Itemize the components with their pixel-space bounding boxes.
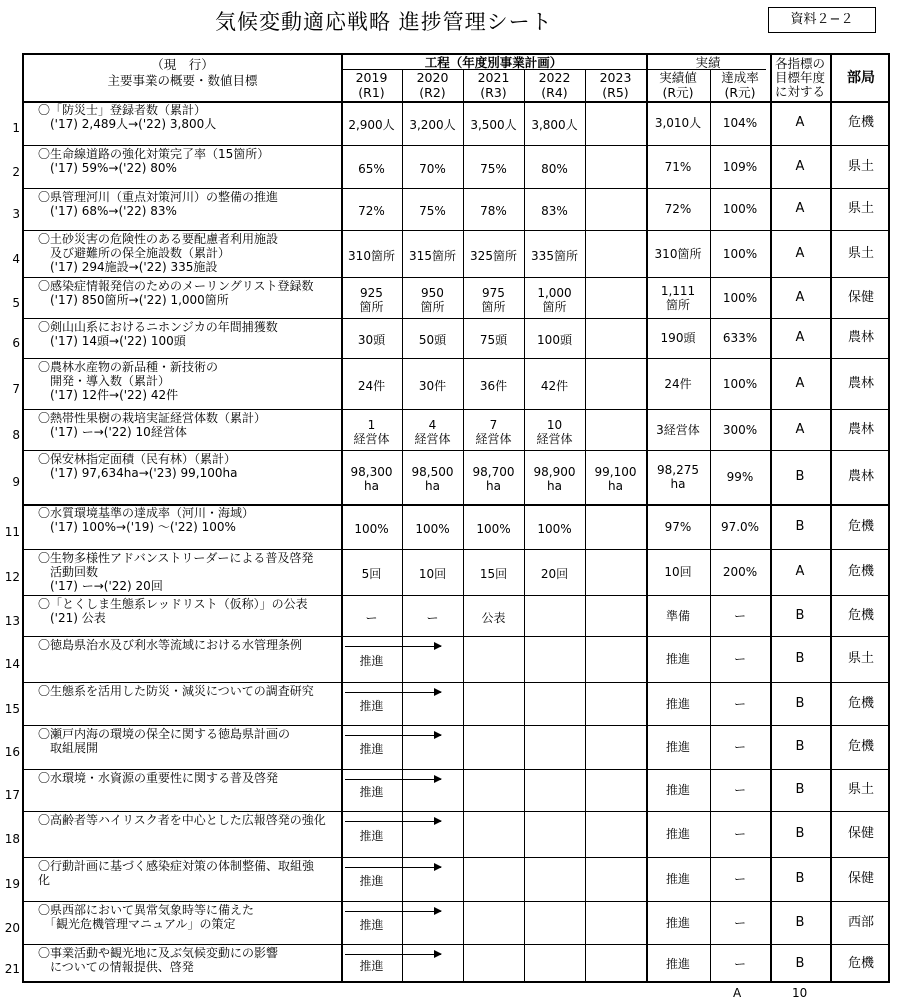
achievement-rate: 300%	[722, 422, 758, 437]
evaluation-grade: B	[795, 469, 805, 484]
plan-cell: 925 箇所	[359, 285, 384, 314]
evaluation-grade: B	[795, 607, 805, 623]
schedule-arrow	[345, 735, 441, 736]
schedule-arrow	[345, 692, 441, 693]
plan-cell: 100%	[354, 521, 389, 536]
row-number: 6	[12, 336, 20, 350]
header-target-top: （現 行）	[151, 56, 214, 72]
evaluation-grade: A	[795, 158, 805, 174]
row-number: 17	[4, 788, 20, 802]
plan-cell: ー	[365, 610, 378, 625]
plan-cell: 推進	[359, 698, 384, 713]
department: 農林	[847, 330, 874, 345]
department: 西部	[847, 914, 874, 930]
plan-cell	[585, 192, 646, 230]
row-description: 〇行動計画に基づく感染症対策の体制整備、取組強 化	[38, 859, 315, 887]
department: 農林	[847, 421, 874, 437]
header-reiwa-2022: (R4)	[541, 85, 568, 100]
achievement-rate: ー	[733, 740, 746, 754]
plan-cell: 65%	[358, 161, 385, 176]
achievement-rate: ー	[733, 696, 746, 711]
plan-cell: 335箇所	[531, 248, 578, 263]
plan-cell: 98,700 ha	[472, 465, 515, 493]
row-description: 〇生命線道路の強化対策完了率（15箇所） ('17) 59%→('22) 80%	[38, 147, 270, 175]
row-description: 〇瀬戸内海の環境の保全に関する徳島県計画の 取組展開	[38, 727, 291, 755]
row-description: 〇「防災士」登録者数（累計） ('17) 2,489人→('22) 3,800人	[38, 103, 217, 131]
achievement-rate: 97.0%	[720, 519, 760, 534]
plan-cell	[524, 861, 585, 901]
document-reference: 資料２−２	[768, 7, 876, 33]
actual-value: 推進	[665, 652, 690, 666]
row-description: 〇「とくしま生態系レッドリスト（仮称）」の公表 ('21) 公表	[38, 597, 308, 625]
plan-cell	[585, 553, 646, 595]
actual-value: 24件	[664, 376, 692, 391]
header-reiwa-2019: (R1)	[358, 85, 385, 100]
plan-cell: 2,900人	[348, 118, 395, 132]
plan-cell: 推進	[359, 654, 384, 668]
plan-cell	[524, 640, 585, 682]
schedule-arrow	[345, 867, 441, 868]
plan-cell	[585, 362, 646, 409]
row-number: 1	[12, 121, 20, 135]
actual-value: 推進	[665, 827, 690, 841]
row-description: 〇水環境・水資源の重要性に関する普及啓発	[38, 771, 279, 785]
row-description: 〇感染症情報発信のためのメーリングリスト登録数 ('17) 850箇所→('22) 1,000箇所	[38, 279, 314, 307]
plan-cell	[463, 729, 524, 769]
footer-a-count: 10	[792, 986, 808, 1000]
plan-cell: 98,500 ha	[411, 465, 454, 493]
plan-cell: 950 箇所	[420, 285, 445, 314]
achievement-rate: ー	[733, 652, 746, 666]
plan-cell	[585, 815, 646, 857]
evaluation-grade: B	[795, 651, 805, 666]
achievement-rate: 200%	[722, 565, 758, 579]
plan-cell	[524, 815, 585, 857]
plan-cell	[524, 729, 585, 769]
row-description: 〇水質環境基準の達成率（河川・海域） ('17) 100%→('19) 〜('22) 100%	[38, 506, 255, 534]
header-year-2019: 2019	[355, 70, 388, 85]
row-number: 20	[4, 920, 20, 935]
plan-cell	[585, 640, 646, 682]
header-actual: 実績値 (R元)	[659, 70, 697, 100]
plan-cell	[463, 686, 524, 725]
actual-value: 準備	[665, 608, 690, 623]
evaluation-grade: A	[795, 564, 805, 579]
plan-cell	[585, 149, 646, 188]
plan-cell: 3,800人	[531, 118, 578, 132]
row-description: 〇農林水産物の新品種・新技術の 開発・導入数（累計） ('17) 12件→('22) 42件	[38, 360, 219, 402]
plan-cell	[524, 686, 585, 725]
plan-cell	[585, 773, 646, 811]
evaluation-grade: A	[795, 330, 805, 345]
plan-cell: 1,000 箇所	[537, 285, 572, 314]
plan-cell	[585, 105, 646, 145]
achievement-rate: ー	[733, 608, 746, 623]
department: 危機	[847, 695, 874, 711]
plan-cell: 20回	[540, 567, 569, 581]
actual-value: 190頭	[660, 331, 696, 345]
row-number: 2	[12, 164, 20, 179]
plan-cell: 3,200人	[409, 118, 456, 132]
department: 危機	[847, 564, 874, 579]
plan-cell	[585, 281, 646, 318]
row-number: 13	[4, 613, 20, 628]
evaluation-grade: A	[795, 289, 805, 305]
plan-cell: 98,900 ha	[533, 465, 576, 493]
actual-value: 71%	[664, 159, 692, 174]
plan-cell: 36件	[479, 378, 508, 393]
evaluation-grade: B	[795, 739, 805, 754]
row-number: 4	[12, 251, 20, 266]
row-description: 〇事業活動や観光地に及ぶ気候変動にの影響 についての情報提供、啓発	[38, 946, 279, 974]
department: 農林	[847, 469, 874, 484]
plan-cell: 24件	[357, 378, 386, 393]
row-description: 〇高齢者等ハイリスク者を中心とした広報啓発の強化	[38, 813, 326, 827]
department: 県土	[847, 158, 874, 174]
row-description: 〇県管理河川（重点対策河川）の整備の推進 ('17) 68%→('22) 83%	[38, 190, 279, 218]
plan-cell: 83%	[541, 204, 568, 218]
plan-cell: ー	[426, 610, 439, 625]
evaluation-grade: B	[795, 518, 805, 534]
plan-cell: 72%	[358, 204, 385, 218]
achievement-rate: 633%	[722, 331, 758, 345]
plan-cell: 75頭	[479, 333, 508, 347]
row-description: 〇土砂災害の危険性のある要配慮者利用施設 及び避難所の保全施設数（累計） ('17) 294施設→('22) 335施設	[38, 232, 279, 274]
department: 危機	[847, 607, 874, 623]
plan-cell	[463, 640, 524, 682]
plan-cell: 10回	[418, 567, 447, 581]
row-description: 〇熱帯性果樹の栽培実証経営体数（累計） ('17) ー→('22) 10経営体	[38, 411, 267, 439]
header-year-2023: 2023	[599, 70, 632, 85]
evaluation-grade: A	[795, 245, 805, 261]
header-schedule: 工程（年度別事業計画）	[424, 54, 563, 70]
plan-cell: 100%	[537, 521, 572, 536]
row-number: 11	[4, 524, 20, 539]
plan-cell: 4 経営体	[414, 417, 451, 446]
department: 危機	[847, 739, 874, 754]
plan-cell	[524, 948, 585, 983]
evaluation-grade: B	[795, 782, 805, 797]
plan-cell	[463, 948, 524, 983]
department: 保健	[847, 826, 874, 841]
plan-cell	[585, 948, 646, 983]
row-description: 〇県西部において異常気象時等に備えた 「観光危機管理マニュアル」の策定	[38, 903, 255, 931]
footer-a-label: A	[733, 986, 742, 1000]
achievement-rate: 99%	[726, 470, 754, 484]
row-number: 15	[4, 701, 20, 716]
department: 県土	[847, 782, 874, 797]
plan-cell: 75%	[419, 204, 446, 218]
plan-cell	[585, 234, 646, 277]
plan-cell: 3,500人	[470, 118, 517, 132]
plan-cell: 78%	[480, 204, 507, 218]
plan-cell: 99,100 ha	[594, 465, 637, 493]
actual-value: 3経営体	[656, 422, 700, 437]
plan-cell: 30頭	[357, 333, 386, 347]
actual-value: 98,275 ha	[657, 463, 699, 491]
department: 農林	[847, 375, 874, 391]
plan-cell: 98,300 ha	[350, 465, 393, 493]
actual-value: 97%	[664, 519, 692, 534]
page-title: 気候変動適応戦略 進捗管理シート	[215, 10, 553, 34]
plan-cell	[524, 773, 585, 811]
plan-cell: 7 経営体	[475, 417, 512, 446]
plan-cell: 推進	[359, 917, 384, 932]
department: 危機	[847, 955, 874, 971]
evaluation-grade: A	[795, 201, 805, 216]
department: 危機	[847, 115, 874, 130]
row-number: 5	[12, 295, 20, 310]
actual-value: 推進	[665, 783, 690, 797]
actual-value: 1,111 箇所	[660, 283, 696, 312]
achievement-rate: 100%	[722, 290, 758, 305]
plan-cell: 5回	[361, 567, 382, 581]
achievement-rate: ー	[733, 872, 746, 886]
achievement-rate: ー	[733, 915, 746, 930]
evaluation-grade: A	[795, 375, 805, 391]
header-reiwa-2021: (R3)	[480, 85, 507, 100]
department: 県土	[847, 201, 874, 216]
plan-cell	[585, 729, 646, 769]
plan-cell	[524, 905, 585, 944]
plan-cell: 10 経営体	[536, 417, 573, 446]
plan-cell: 42件	[540, 378, 569, 393]
schedule-arrow	[345, 821, 441, 822]
schedule-arrow	[345, 911, 441, 912]
row-number: 16	[4, 745, 20, 759]
actual-value: 10回	[664, 565, 692, 579]
plan-cell: 1 経営体	[353, 417, 390, 446]
plan-cell	[585, 861, 646, 901]
evaluation-grade: B	[795, 955, 805, 971]
header-reiwa-2020: (R2)	[419, 85, 446, 100]
actual-value: 推進	[665, 915, 690, 930]
row-number: 7	[12, 381, 20, 396]
header-dept: 部局	[847, 69, 875, 86]
plan-cell: 100%	[476, 521, 511, 536]
plan-cell: 30件	[418, 378, 447, 393]
header-results: 実績	[695, 54, 721, 70]
header-year-2021: 2021	[477, 70, 510, 85]
header-year-2022: 2022	[538, 70, 571, 85]
evaluation-grade: A	[795, 115, 805, 130]
achievement-rate: 100%	[722, 376, 758, 391]
header-target-bottom: 主要事業の概要・数値目標	[107, 72, 258, 88]
plan-cell: 70%	[419, 161, 446, 176]
plan-cell: 975 箇所	[481, 285, 506, 314]
achievement-rate: ー	[733, 827, 746, 841]
plan-cell	[585, 322, 646, 358]
progress-table	[4, 53, 890, 983]
plan-cell: 推進	[359, 958, 384, 973]
plan-cell	[585, 508, 646, 549]
plan-cell: 50頭	[418, 333, 447, 347]
plan-cell: 315箇所	[409, 248, 456, 263]
schedule-arrow	[345, 779, 441, 780]
plan-cell	[524, 599, 585, 636]
header-year-2020: 2020	[416, 70, 449, 85]
row-number: 18	[4, 832, 20, 846]
plan-cell: 推進	[359, 874, 384, 888]
row-number: 19	[4, 877, 20, 891]
actual-value: 推進	[665, 740, 690, 754]
row-description: 〇剣山山系におけるニホンジカの年間捕獲数 ('17) 14頭→('22) 100頭	[38, 320, 278, 348]
actual-value: 推進	[665, 872, 690, 886]
header-rate: 達成率 (R元)	[721, 70, 759, 100]
plan-cell	[585, 599, 646, 636]
row-number: 9	[12, 475, 20, 489]
department: 危機	[847, 518, 874, 534]
evaluation-grade: B	[795, 914, 805, 930]
plan-cell: 80%	[541, 161, 568, 176]
plan-cell: 325箇所	[470, 248, 517, 263]
header-eval: 各指標の 目標年度 に対する	[774, 56, 825, 99]
department: 県土	[847, 651, 874, 666]
achievement-rate: 100%	[722, 202, 758, 216]
achievement-rate: 104%	[722, 116, 758, 130]
header-reiwa-2023: (R5)	[602, 85, 629, 100]
row-description: 〇生物多様性アドバンストリーダーによる普及啓発 活動回数 ('17) ー→('22) 20回	[38, 551, 314, 593]
actual-value: 310箇所	[654, 246, 702, 261]
schedule-arrow	[345, 954, 441, 955]
actual-value: 3,010人	[654, 116, 702, 130]
plan-cell: 310箇所	[348, 248, 395, 263]
achievement-rate: 100%	[722, 246, 758, 261]
plan-cell	[463, 861, 524, 901]
row-description: 〇徳島県治水及び利水等流域における水管理条例	[38, 638, 303, 652]
plan-cell	[585, 686, 646, 725]
row-number: 21	[4, 961, 20, 976]
department: 保健	[847, 289, 874, 305]
plan-cell: 15回	[479, 567, 508, 581]
plan-cell	[463, 815, 524, 857]
plan-cell: 推進	[359, 785, 384, 799]
achievement-rate: ー	[733, 956, 746, 971]
achievement-rate: 109%	[722, 159, 758, 174]
plan-cell: 公表	[481, 610, 506, 625]
evaluation-grade: A	[795, 421, 805, 437]
schedule-arrow	[345, 646, 441, 647]
department: 保健	[847, 871, 874, 886]
evaluation-grade: B	[795, 871, 805, 886]
row-number: 14	[4, 657, 20, 671]
plan-cell: 推進	[359, 829, 384, 843]
row-number: 8	[12, 427, 20, 442]
plan-cell: 100頭	[537, 333, 572, 347]
department: 県土	[847, 245, 874, 261]
row-number: 12	[4, 570, 20, 584]
row-description: 〇生態系を活用した防災・減災についての調査研究	[38, 684, 314, 698]
plan-cell: 75%	[480, 161, 507, 176]
achievement-rate: ー	[733, 783, 746, 797]
row-number: 3	[12, 207, 20, 221]
plan-cell	[585, 413, 646, 450]
actual-value: 推進	[665, 696, 690, 711]
plan-cell	[463, 773, 524, 811]
plan-cell: 推進	[359, 742, 384, 756]
evaluation-grade: B	[795, 826, 805, 841]
plan-cell	[585, 905, 646, 944]
actual-value: 推進	[665, 956, 690, 971]
plan-cell: 100%	[415, 521, 450, 536]
row-description: 〇保安林指定面積（民有林）（累計） ('17) 97,634ha→('23) 99,100ha	[38, 452, 238, 480]
plan-cell	[463, 905, 524, 944]
actual-value: 72%	[664, 202, 692, 216]
evaluation-grade: B	[795, 695, 805, 711]
